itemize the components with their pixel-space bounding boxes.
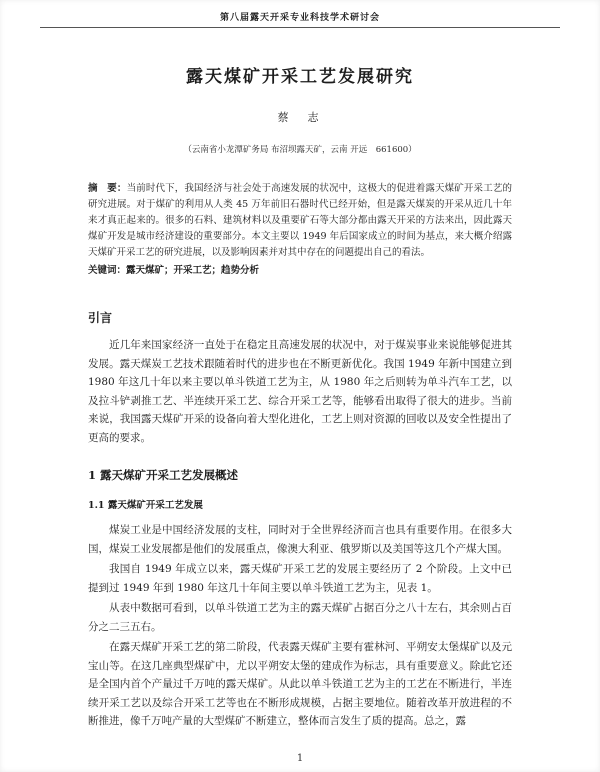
author-name: 蔡 志	[277, 111, 323, 124]
section-1-heading: 1 露天煤矿开采工艺发展概述	[88, 468, 239, 482]
author-affiliation: （云南省小龙潭矿务局 布沼坝露天矿，云南 开远 661600）	[183, 145, 417, 155]
page-number: 1	[296, 753, 304, 764]
section-1-paragraph-1: 煤炭工业是中国经济发展的支柱，同时对于全世界经济而言也具有重要作用。在很多大国，煤炭工业发展都是他们的发展重点，像澳大利亚、俄罗斯以及美国等这几个产煤大国。	[88, 524, 512, 555]
abstract-label: 摘 要：	[88, 183, 127, 194]
keywords-block	[88, 263, 512, 279]
abstract-block	[88, 181, 512, 261]
section-1-1-heading: 1.1 露天煤矿开采工艺发展	[88, 500, 203, 511]
header-divider	[40, 27, 560, 28]
section-1-paragraph-2: 我国自 1949 年成立以来，露天煤矿开采工艺的发展主要经历了 2 个阶段。上文中已提到过 1949 年到 1980 年这几十年间主要以单斗铁道工艺为主，见表 1。	[88, 563, 512, 594]
conference-header: 第八届露天开采专业科技学术研讨会	[219, 13, 380, 23]
section-1-paragraph-3: 从表中数据可看到，以单斗铁道工艺为主的露天煤矿占据百分之八十左右，其余则占百分之二三五右。	[88, 602, 512, 633]
abstract-text: 当前时代下，我国经济与社会处于高速发展的状况中，这极大的促进着露天煤矿开采工艺的研究进展。对于煤矿的利用从人类 45 万年前旧石器时代已经开始，但是露天煤炭的开采从近几十年来才真正起来的。很多的石料、建筑材料以及重要矿石等大部分都由露天开采的方法来出，因此露天煤矿开发是城市经济建设的重要部分。本文主要以 1949 年后国家成立的时间为基点，来大概介绍露天煤矿开采工艺的研究进展，以及影响因素并对其中存在的问题提出自己的看法。	[88, 183, 512, 258]
paper-title: 露天煤矿开采工艺发展研究	[186, 67, 414, 87]
section-1-paragraph-4: 在露天煤矿开采工艺的第二阶段，代表露天煤矿主要有霍林河、平朔安太堡煤矿以及元宝山等。在这几座典型煤矿中，尤以平朔安太堡的建成作为标志，具有重要意义。除此它还是全国内首个产量过千万吨的露天煤矿。从此以单斗铁道工艺为主的工艺在不断进行，半连续开采工艺以及综合开采工艺等也在不断形成规模，占据主要地位。随着改革开放进程的不断推进，像千万吨产量的大型煤矿不断建立，整体而言发生了质的提高。总之，露	[88, 641, 512, 727]
section-intro-heading: 引言	[88, 311, 113, 325]
keywords-label: 关键词：	[88, 265, 127, 276]
intro-paragraph: 近几年来国家经济一直处于在稳定且高速发展的状况中，对于煤炭事业来说能够促进其发展。露天煤炭工艺技术跟随着时代的进步也在不断更新优化。我国 1949 年新中国建立到 1980 年这几十年以来主要以单斗铁道工艺为主，从 1980 年之后则转为单斗汽车工艺，以及拉斗铲剥推工艺、半连续开采工艺、综合开采工艺等，能够看出取得了很大的进步。当前来说，我国露天煤矿开采的设备向着大型化进化，工艺上则对资源的回收以及安全性提出了更高的要求。	[88, 339, 512, 444]
keywords-text: 露天煤矿；开采工艺；趋势分析	[126, 265, 260, 276]
